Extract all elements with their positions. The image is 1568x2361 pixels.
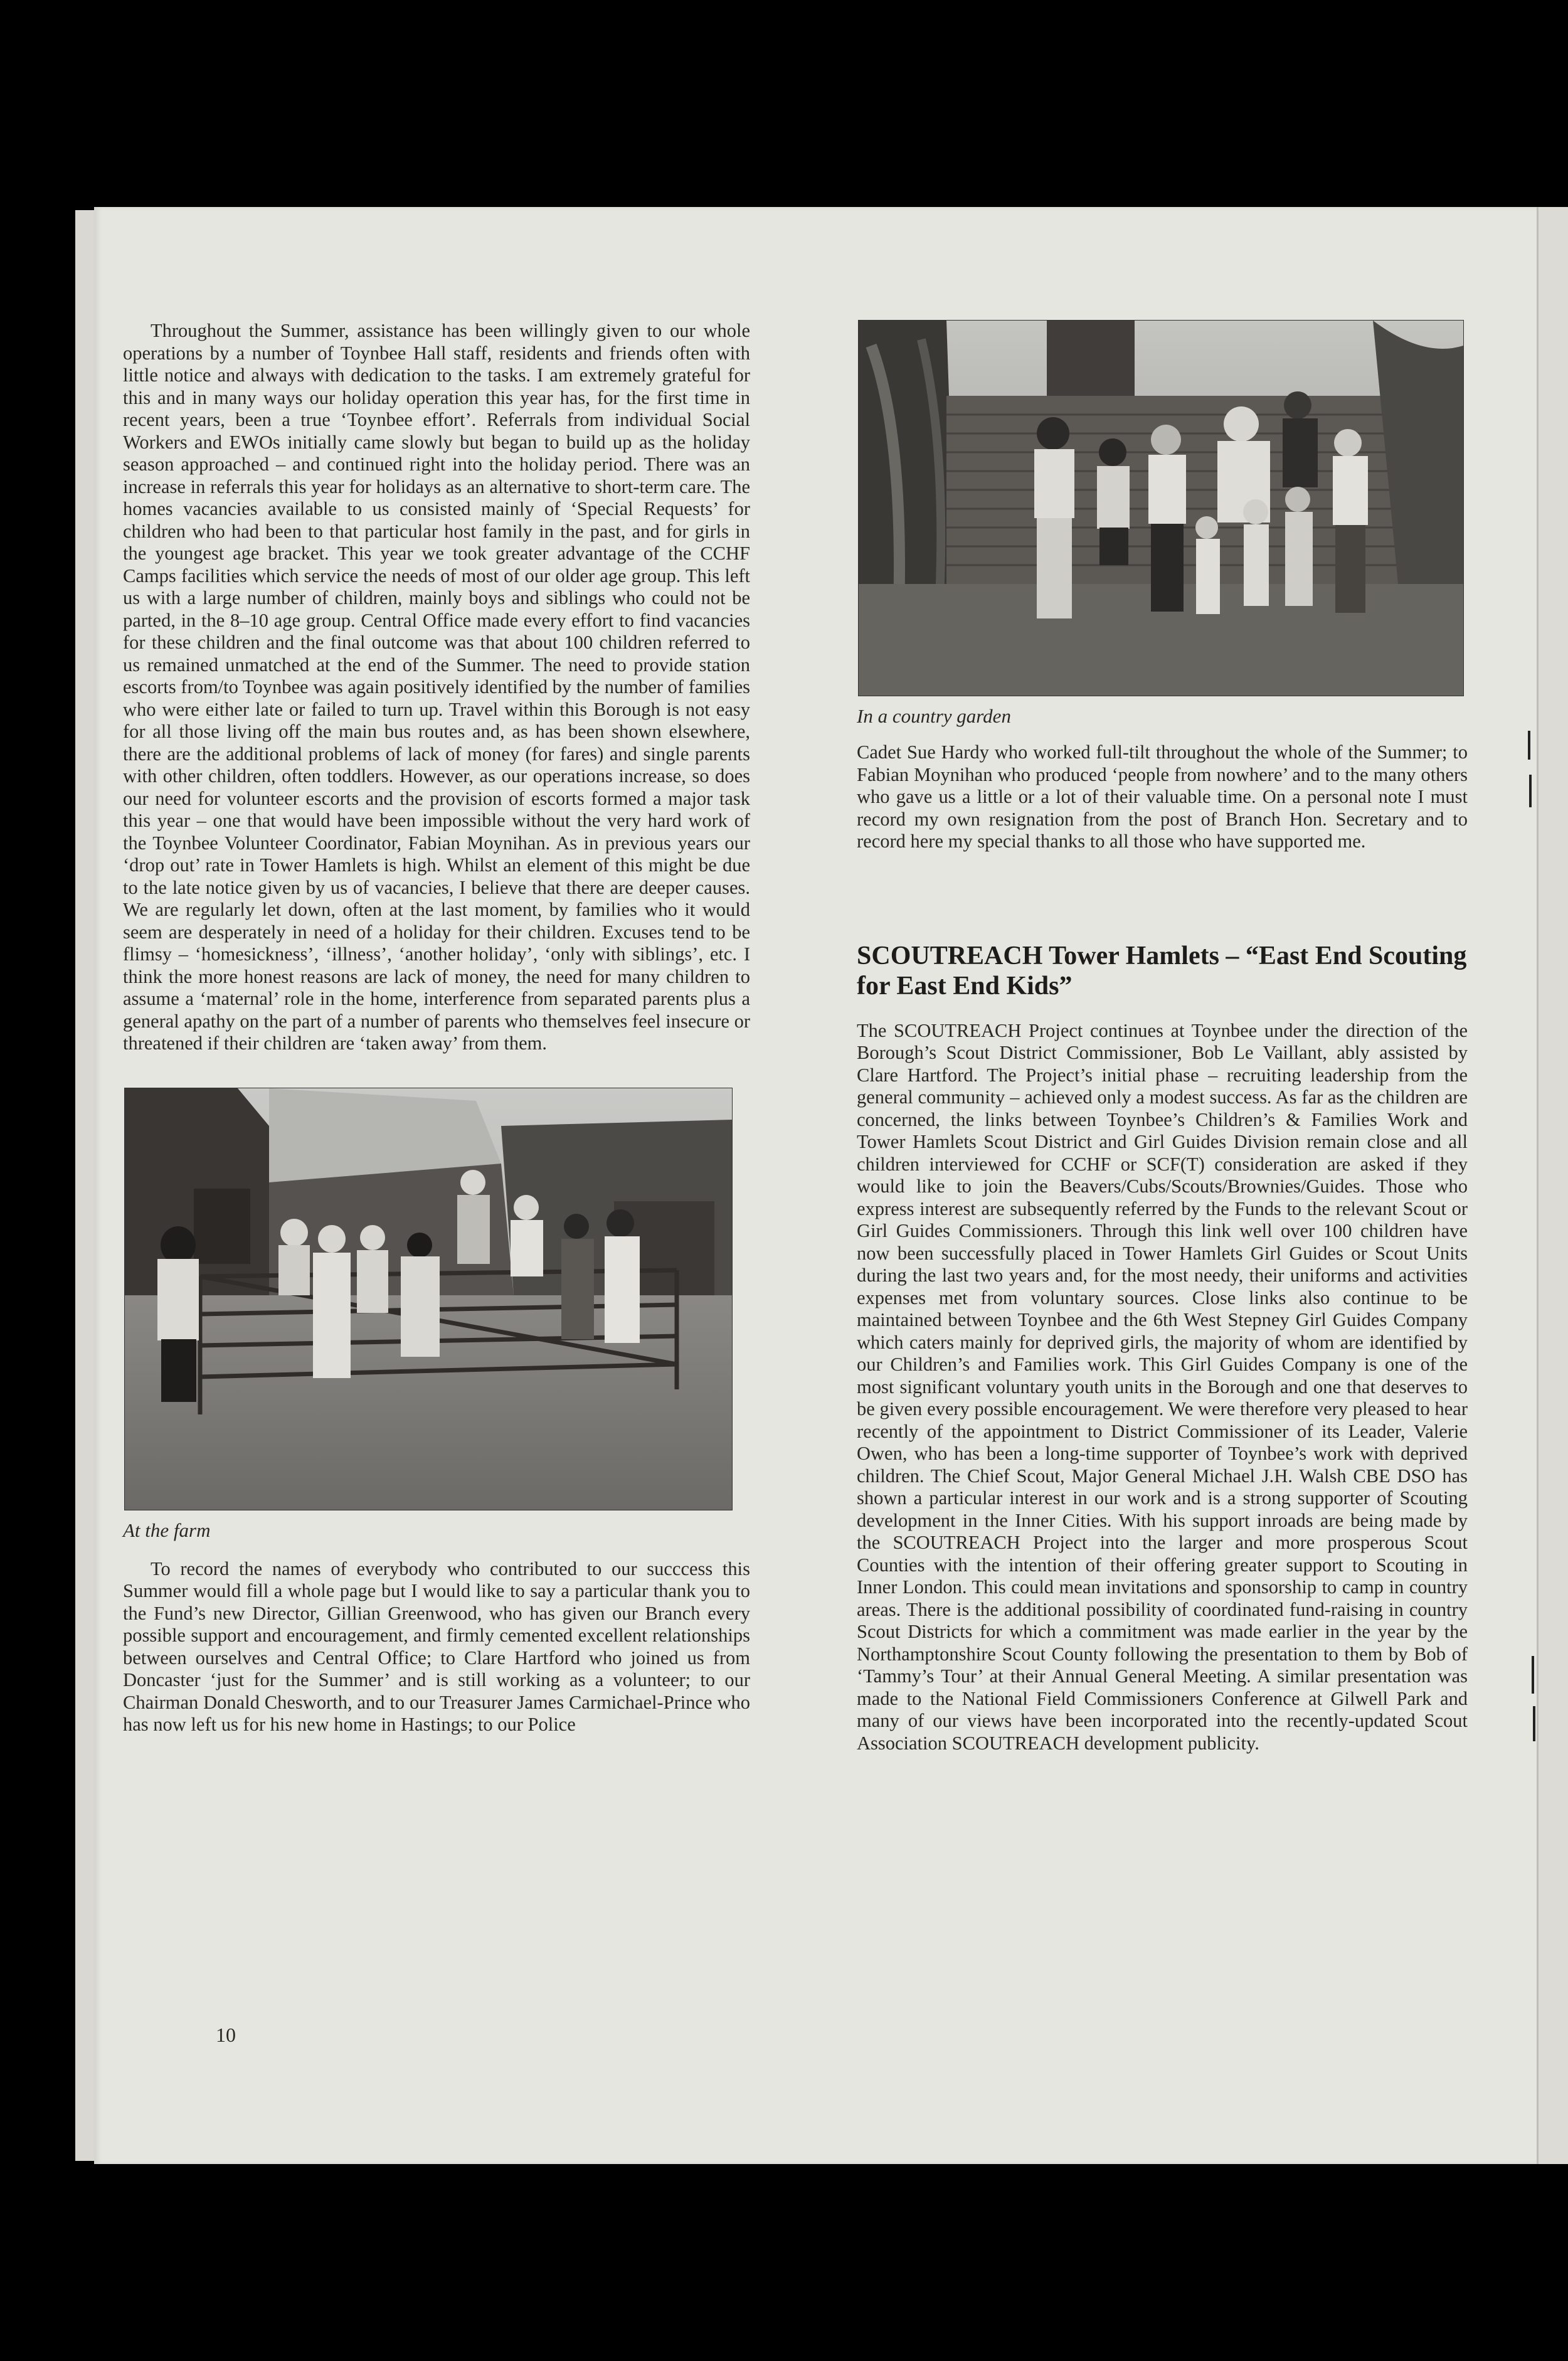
right-column xyxy=(857,320,1468,1754)
page-number: 10 xyxy=(216,2024,236,2046)
margin-mark xyxy=(1529,775,1532,807)
margin-mark xyxy=(1533,1706,1535,1741)
farm-photo xyxy=(124,1088,733,1510)
farm-photo-caption: At the farm xyxy=(123,1519,211,1541)
body-paragraph: The SCOUTREACH Project continues at Toynbee under the direction of the Borough’s Scout District Commissioner, Bob Le Vaillant, ably assisted by Clare Hartford. The Project’s initial phase – recruiting leadership from the general community – achieved only a modest success. As far as the children are concerned, the links between Toynbee’s Children’s & Families Work and Tower Hamlets Scout District and Girl Guides Division remain close and all children interviewed for CCHF or SCF(T) consideration are asked if they would like to join the Beavers/Cubs/Scouts/Brownies/Guides. Those who express interest are subsequently referred by the Funds to the relevant Scout or Girl Guides Commissioners. Through this link well over 100 children have now been successfully placed in Tower Hamlets Girl Guides or Scout Units during the last two years and, for the most needy, their uniforms and activities expenses met from voluntary sources. Close links also continue to be maintained between Toynbee and the 6th West Stepney Girl Guides Company which caters mainly for deprived girls, the majority of whom are identified by our Children’s and Families work. This Girl Guides Company is one of the most significant voluntary youth units in the Borough and one that deserves to be given every possible encouragement. We were therefore very pleased to hear recently of the appointment to District Commissioner of its Leader, Valerie Owen, who has been a long-time supporter of Toynbee’s work with deprived children. The Chief Scout, Major General Michael J.H. Walsh CBE DSO has shown a particular interest in our work and is a strong supporter of Scouting development in the Inner Cities. With his support inroads are being made by the SCOUTREACH Project into the larger and more prosperous Scout Counties with the intention of their offering greater support to Scouting in Inner London. This could mean invitations and sponsorship to camp in country areas. There is the additional possibility of coordinated fund-raising in country Scout Districts for which a commitment was made earlier in the year by the Northamptonshire Scout County following the presentation to them by Bob of ‘Tammy’s Tour’ at their Annual General Meeting. A similar presentation was made to the National Field Commissioners Conference at Gilwell Park and many of our views have been incorporated into the recently-updated Scout Association SCOUTREACH development publicity. xyxy=(857,1019,1468,1754)
body-paragraph: Cadet Sue Hardy who worked full-tilt throughout the whole of the Summer; to Fabian Moynihan who produced ‘people from nowhere’ and to the many others who gave us a little or a lot of their valuable time. On a personal note I must record my own resignation from the post of Branch Hon. Secretary and to record here my special thanks to all those who have supported me. xyxy=(857,741,1468,852)
farm-photo-image xyxy=(125,1088,732,1510)
garden-photo xyxy=(858,320,1464,696)
margin-mark xyxy=(1532,1656,1534,1694)
garden-photo-image xyxy=(859,321,1463,696)
article-headline: SCOUTREACH Tower Hamlets – “East End Scouting for East End Kids” xyxy=(857,941,1467,1000)
margin-mark xyxy=(1528,731,1530,760)
body-paragraph: Throughout the Summer, assistance has been willingly given to our whole operations by a number of Toynbee Hall staff, residents and friends often with little notice and always with dedication to the tasks. I am extremely grateful for this and in many ways our holiday operation this year has, for the first time in recent years, been a true ‘Toynbee effort’. Referrals from individual Social Workers and EWOs initially came slowly but began to build up as the holiday season approached – and continued right into the holiday period. There was an increase in referrals this year for holidays as an alternative to short-term care. The homes vacancies available to us consisted mainly of ‘Special Requests’ for children who had been to that particular host family in the past, and for girls in the youngest age bracket. This year we took greater advantage of the CCHF Camps facilities which service the needs of most of our older age group. This left us with a large number of children, mainly boys and siblings who could not be parted, in the 8–10 age group. Central Office made every effort to find vacancies for these children and the final outcome was that about 100 children referred to us remained unmatched at the end of the Summer. The need to provide station escorts from/to Toynbee was again positively identified by the number of families who were either late or failed to turn up. Travel within this Borough is not easy for all those living off the main bus routes and, as has been shown elsewhere, there are the additional problems of lack of money (for fares) and single parents with other children, often toddlers. However, as our operations increase, so does our need for volunteer escorts and the provision of escorts formed a major task this year – one that would have been impossible without the very hard work of the Toynbee Volunteer Coordinator, Fabian Moynihan. As in previous years our ‘drop out’ rate in Tower Hamlets is high. Whilst an element of this might be due to the late notice given by us of vacancies, I believe that there are deeper causes. We are regularly let down, often at the last moment, by families who it would seem are desperately in need of a holiday for their children. Excuses tend to be flimsy – ‘homesickness’, ‘illness’, ‘another holiday’, ‘only with siblings’, etc. I think the more honest reasons are lack of money, the need for many children to assume a ‘maternal’ role in the home, interference from separated parents plus a general apathy on the part of a number of parents who themselves feel insecure or threatened if their children are ‘taken away’ from them. xyxy=(123,320,750,1054)
body-paragraph: To record the names of everybody who contributed to our succcess this Summer would fill a whole page but I would like to say a particular thank you to the Fund’s new Director, Gillian Greenwood, who has given our Branch every possible support and encouragement, and firmly cemented excellent relationships between ourselves and Central Office; to Clare Hartford who joined us from Doncaster ‘just for the Summer’ and is still working as a volunteer; to our Chairman Donald Chesworth, and to our Treasurer James Carmichael-Prince who has now left us for his new home in Hastings; to our Police xyxy=(123,1557,750,1735)
left-column xyxy=(123,320,750,1736)
facing-page-edge xyxy=(1537,207,1568,2164)
garden-photo-caption: In a country garden xyxy=(857,705,1011,727)
